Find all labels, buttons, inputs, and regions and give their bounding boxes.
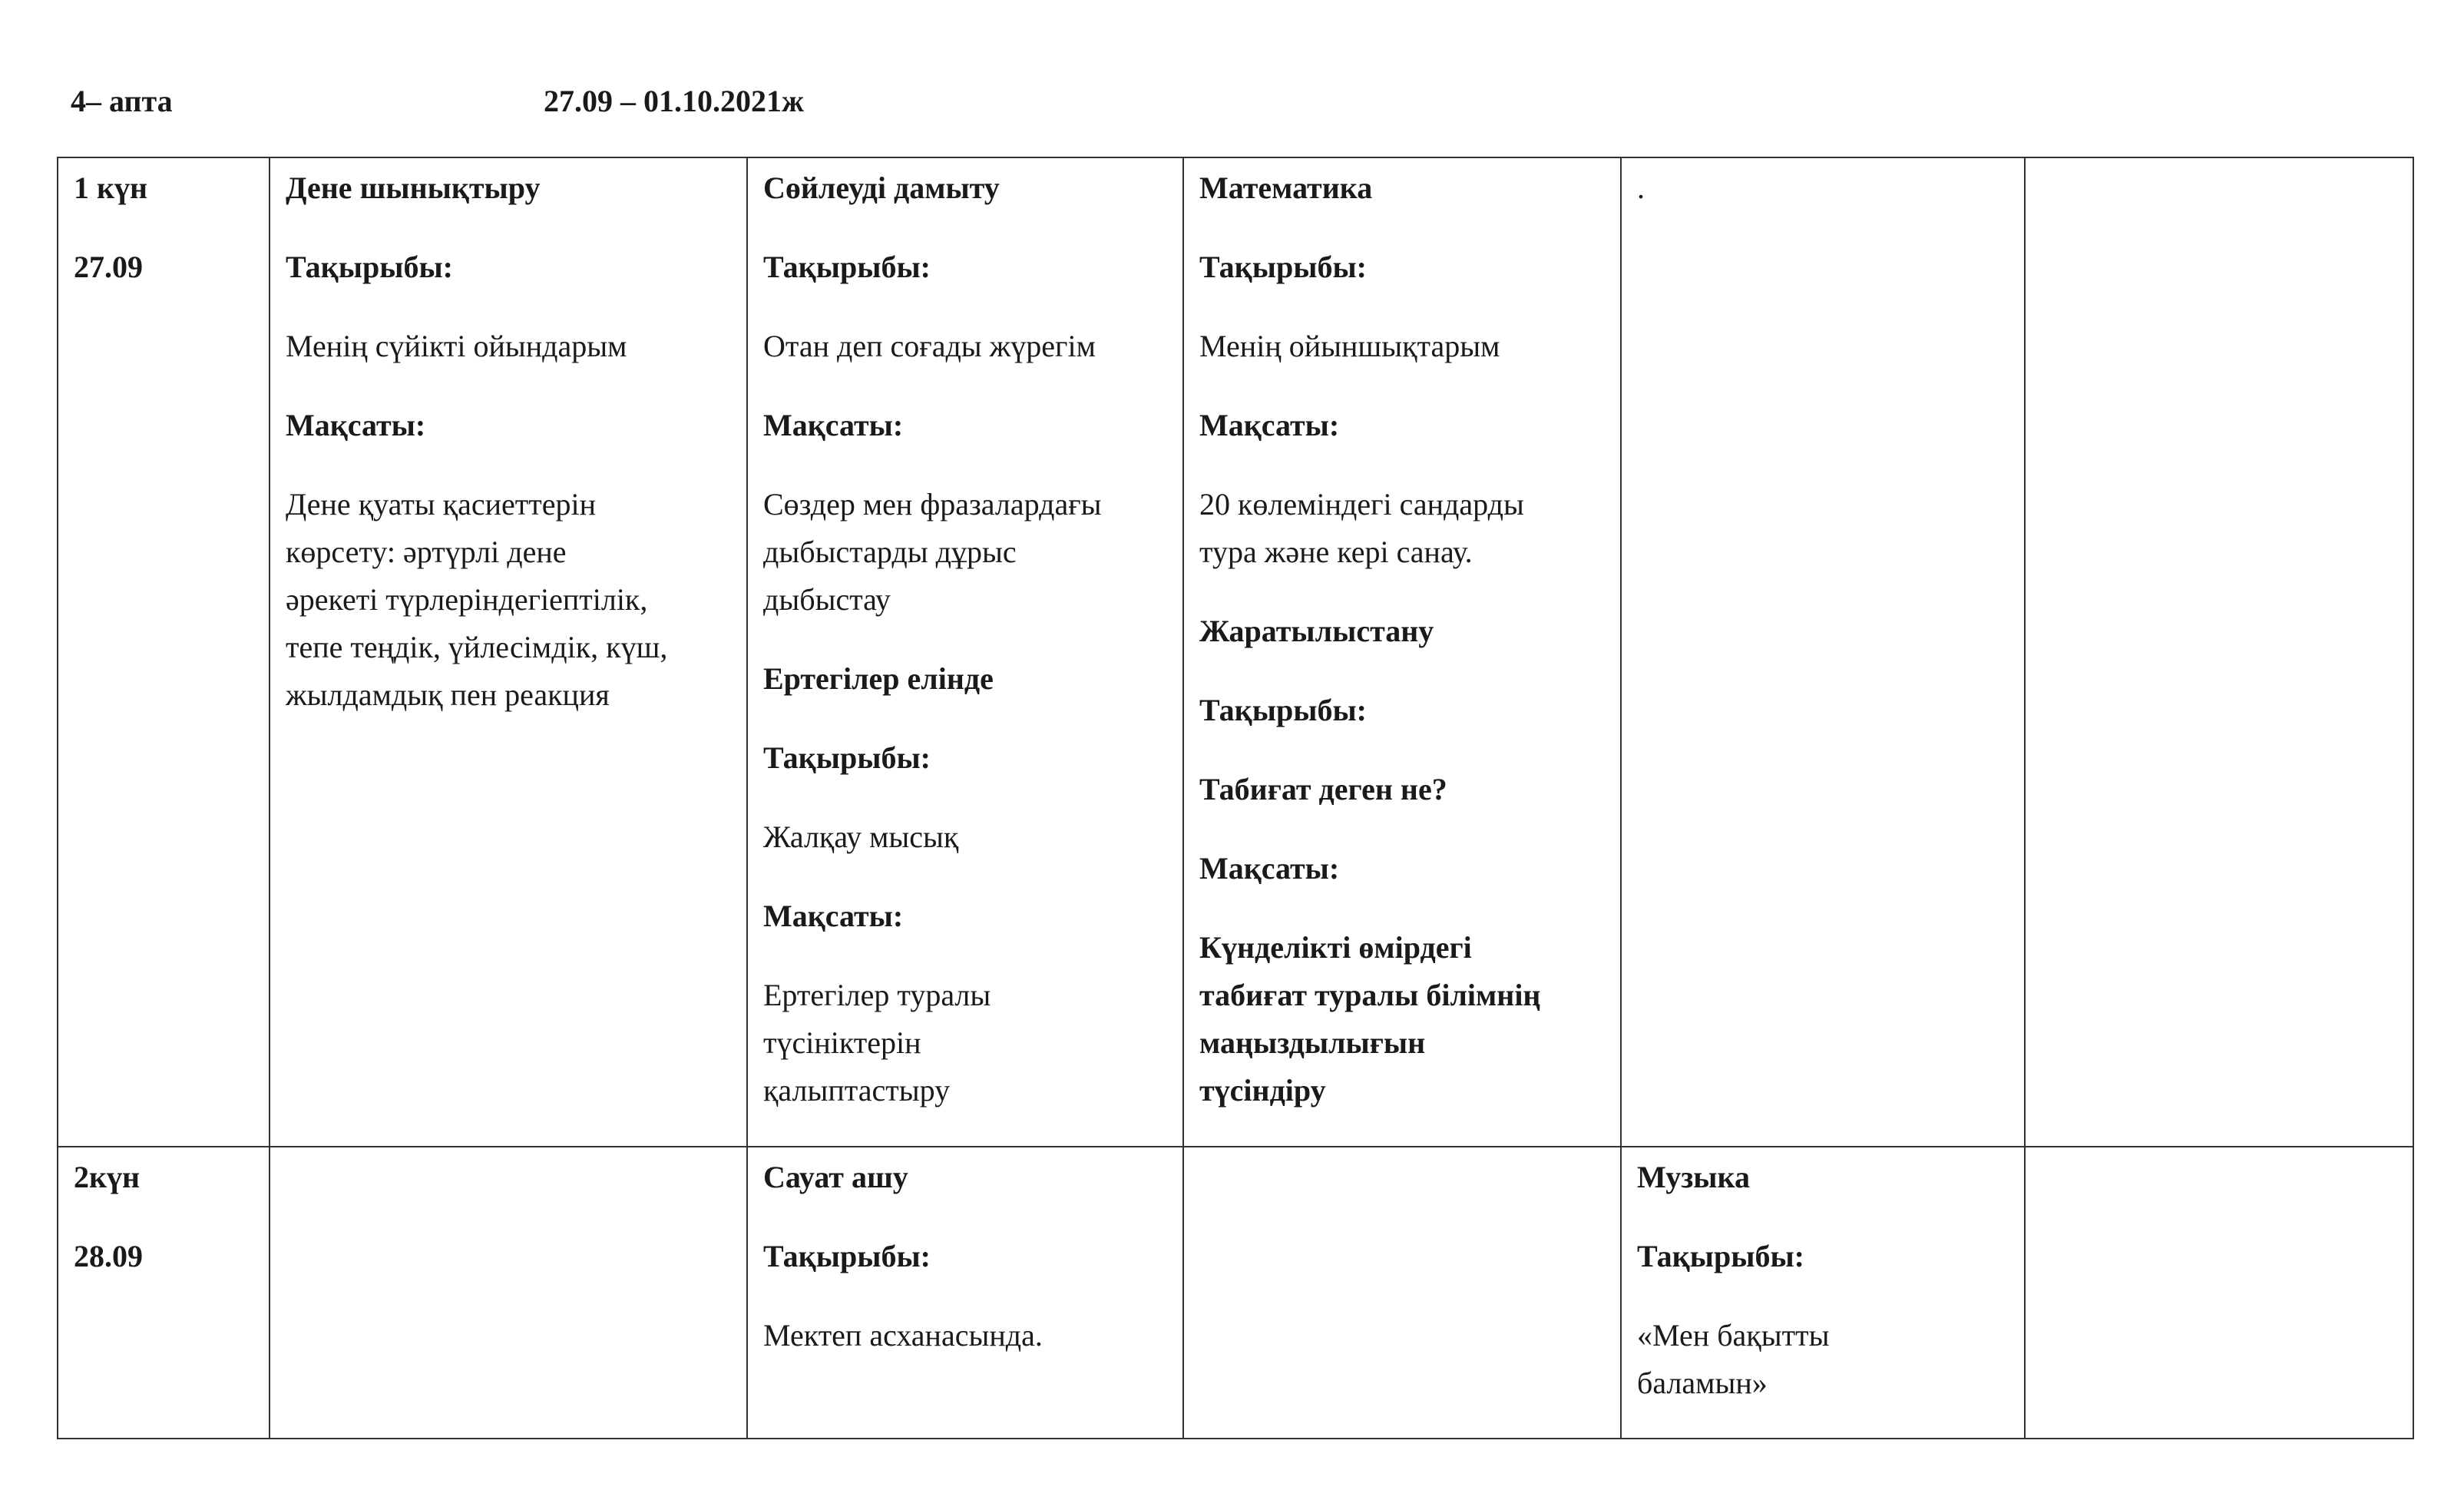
dot-mark: . bbox=[1637, 171, 1645, 205]
lesson-cell-empty bbox=[1621, 157, 2025, 1147]
goal-label: Мақсаты: bbox=[1199, 408, 1340, 442]
weekly-plan-table bbox=[57, 157, 2414, 1439]
goal-line: Сөздер мен фразалардағы bbox=[763, 487, 1102, 522]
day-label: 2күн bbox=[74, 1160, 141, 1194]
lesson-cell-mathematics bbox=[1183, 157, 1621, 1147]
subject-title: Дене шынықтыру bbox=[286, 171, 541, 205]
goal-line: түсіндіру bbox=[1199, 1073, 1326, 1108]
topic-label: Тақырыбы: bbox=[1199, 250, 1367, 284]
goal-line: түсініктерін bbox=[763, 1025, 921, 1060]
lesson-cell-music bbox=[1621, 1147, 2025, 1439]
day-cell bbox=[58, 1147, 270, 1439]
table-row-day-1 bbox=[58, 157, 2413, 1147]
topic-text: Менің ойыншықтарым bbox=[1199, 329, 1500, 363]
goal-line: табиғат туралы білімнің bbox=[1199, 978, 1541, 1012]
goal-line: жылдамдық пен реакция bbox=[286, 677, 610, 712]
goal-line: әрекеті түрлеріндегіептілік, bbox=[286, 582, 648, 617]
goal-line: маңыздылығын bbox=[1199, 1025, 1426, 1060]
lesson-cell-empty bbox=[270, 1147, 747, 1439]
day-date: 27.09 bbox=[74, 250, 143, 284]
subject-title: Ертегілер елінде bbox=[763, 661, 994, 696]
topic-label: Тақырыбы: bbox=[763, 250, 931, 284]
goal-label: Мақсаты: bbox=[763, 899, 904, 933]
topic-label: Тақырыбы: bbox=[1637, 1239, 1804, 1273]
subject-title: Сөйлеуді дамыту bbox=[763, 171, 1000, 205]
goal-line: Күнделікті өмірдегі bbox=[1199, 930, 1472, 965]
goal-line: 20 көлеміндегі сандарды bbox=[1199, 487, 1524, 522]
subject-title: Жаратылыстану bbox=[1199, 614, 1434, 648]
topic-text: Менің сүйікті ойындарым bbox=[286, 329, 627, 363]
topic-label: Тақырыбы: bbox=[763, 1239, 931, 1273]
lesson-cell-empty bbox=[1183, 1147, 1621, 1439]
lesson-cell-physical-education bbox=[270, 157, 747, 1147]
goal-line: қалыптастыру bbox=[763, 1073, 951, 1108]
goal-line: дыбыстарды дұрыс bbox=[763, 535, 1017, 569]
topic-line: «Мен бақытты bbox=[1637, 1318, 1830, 1353]
goal-line: дыбыстау bbox=[763, 582, 891, 617]
week-label: 4– апта bbox=[71, 84, 173, 118]
topic-line: баламын» bbox=[1637, 1366, 1768, 1400]
topic-label: Тақырыбы: bbox=[1199, 693, 1367, 727]
day-cell bbox=[58, 157, 270, 1147]
lesson-cell-empty bbox=[2025, 157, 2413, 1147]
day-date: 28.09 bbox=[74, 1239, 143, 1273]
lesson-cell-speech-development bbox=[747, 157, 1183, 1147]
goal-line: Дене қуаты қасиеттерін bbox=[286, 487, 597, 522]
lesson-cell-empty bbox=[2025, 1147, 2413, 1439]
goal-label: Мақсаты: bbox=[1199, 851, 1340, 886]
subject-title: Музыка bbox=[1637, 1160, 1750, 1194]
goal-line: тура және кері санау. bbox=[1199, 535, 1473, 569]
topic-text: Мектеп асханасында. bbox=[763, 1318, 1043, 1353]
goal-line: тепе теңдік, үйлесімдік, күш, bbox=[286, 630, 668, 664]
table-row-day-2 bbox=[58, 1147, 2413, 1439]
lesson-cell-literacy bbox=[747, 1147, 1183, 1439]
goal-line: Ертегілер туралы bbox=[763, 978, 991, 1012]
subject-title: Математика bbox=[1199, 171, 1373, 205]
topic-label: Тақырыбы: bbox=[286, 250, 453, 284]
topic-text: Жалқау мысық bbox=[763, 820, 959, 854]
goal-label: Мақсаты: bbox=[286, 408, 426, 442]
goal-label: Мақсаты: bbox=[763, 408, 904, 442]
day-label: 1 күн bbox=[74, 171, 148, 205]
topic-text: Табиғат деген не? bbox=[1199, 772, 1447, 806]
goal-line: көрсету: әртүрлі дене bbox=[286, 535, 567, 569]
topic-text: Отан деп соғады жүрегім bbox=[763, 329, 1096, 363]
subject-title: Сауат ашу bbox=[763, 1160, 908, 1194]
topic-label: Тақырыбы: bbox=[763, 740, 931, 775]
date-range: 27.09 – 01.10.2021ж bbox=[544, 84, 805, 118]
